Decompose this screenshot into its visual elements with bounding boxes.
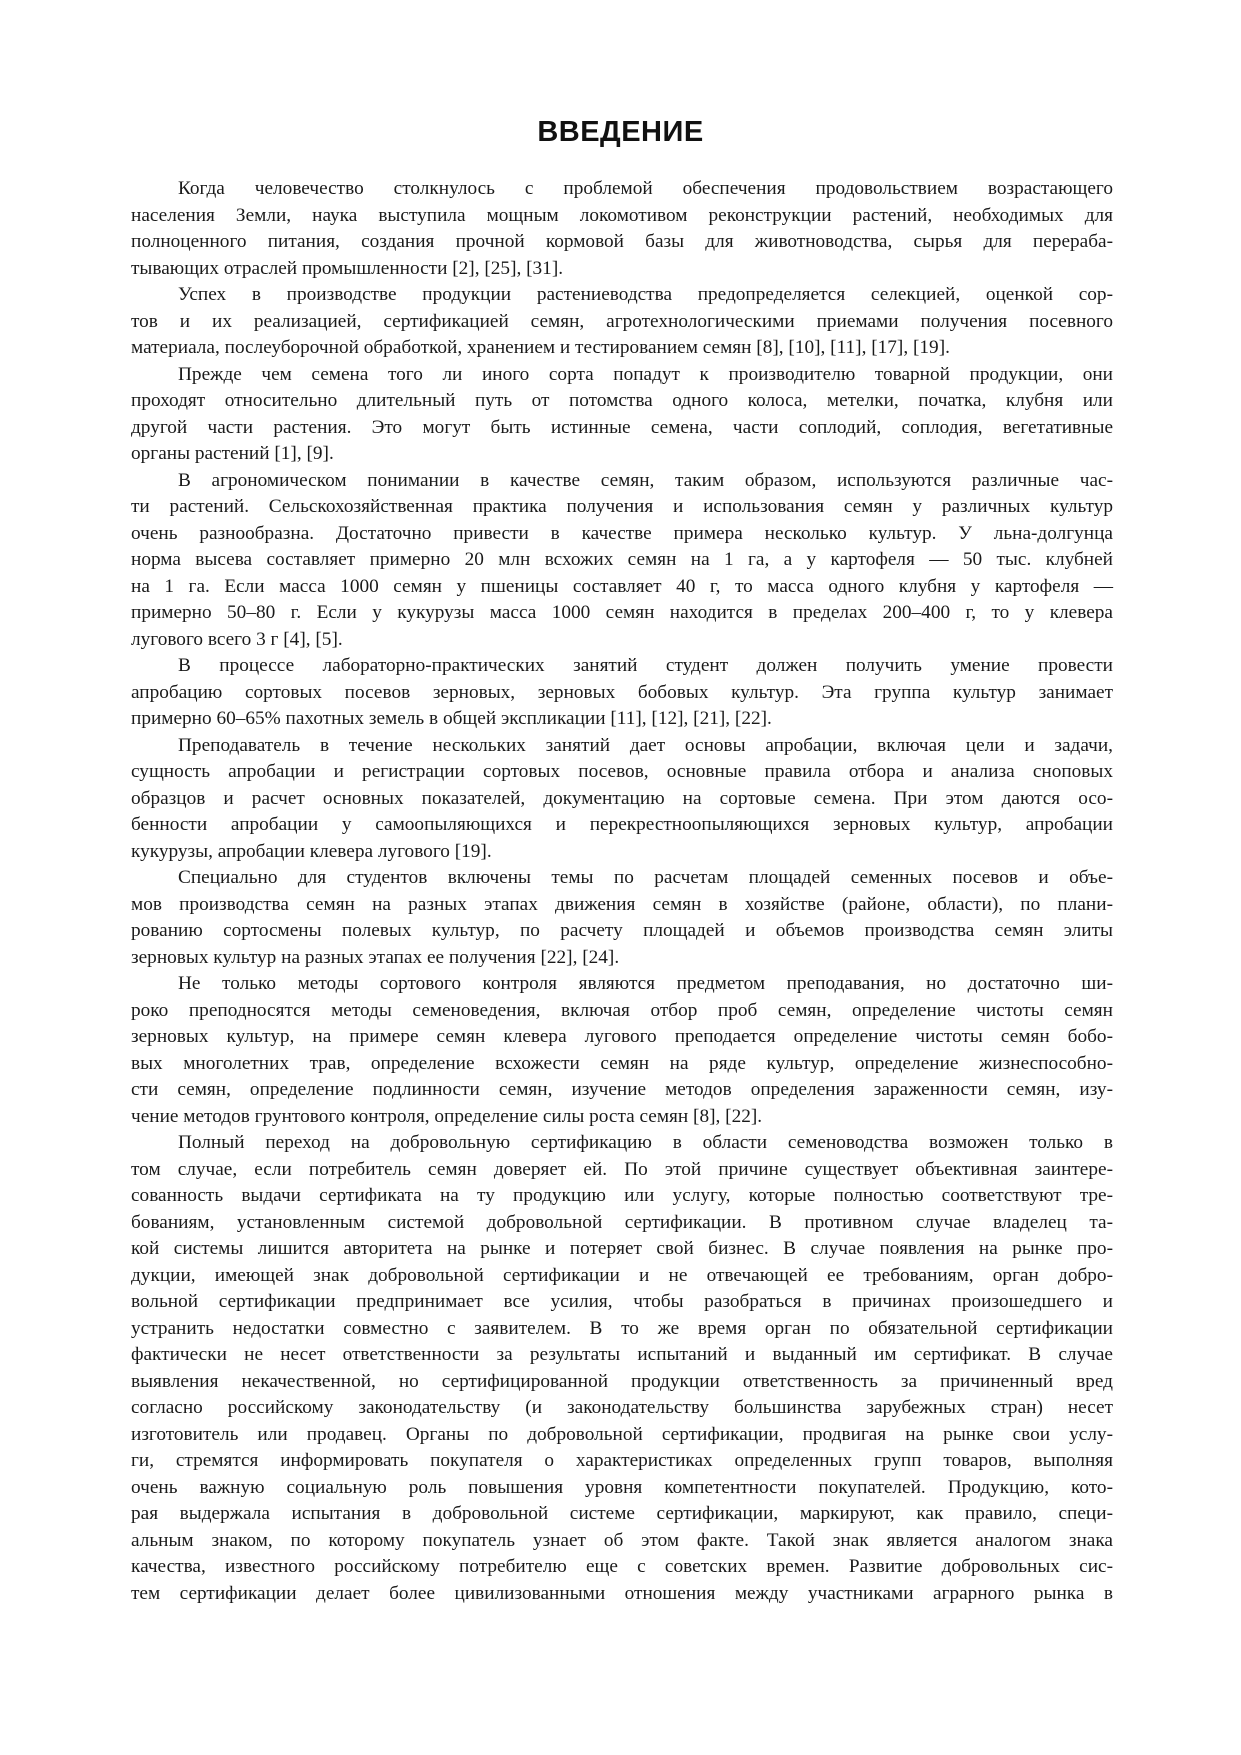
text-line: сущность апробации и регистрации сортовых посевов, основные правила отбора и анализа сноповых: [131, 761, 1113, 782]
text-line: изготовитель или продавец. Органы по добровольной сертификации, продвигая на рынке свои услу-: [131, 1423, 1113, 1445]
text-line: сованность выдачи сертификата на ту продукцию или услугу, которые полностью соответствуют тре-: [131, 1185, 1113, 1206]
text-line: кукурузы, апробации клевера лугового [19].: [131, 840, 492, 862]
text-line: альным знаком, по которому покупатель узнает об этом факте. Такой знак является аналогом знака: [131, 1529, 1113, 1551]
text-line: Прежде чем семена того ли иного сорта попадут к производителю товарной продукции, они: [178, 363, 1113, 385]
text-line: образцов и расчет основных показателей, документацию на сортовые семена. При этом даются осо-: [131, 787, 1113, 809]
text-line: проходят относительно длительный путь от потомства одного колоса, метелки, початка, клубня или: [131, 390, 1113, 411]
text-line: В агрономическом понимании в качестве семян, таким образом, используются различные час-: [178, 469, 1113, 491]
text-line: зерновых культур на разных этапах ее получения [22], [24].: [131, 946, 620, 968]
text-line: тов и их реализацией, сертификацией семян, агротехнологическими приемами получения посевного: [131, 310, 1113, 332]
text-line: роко преподносятся методы семеноведения, включая отбор проб семян, определение чистоты семян: [131, 999, 1113, 1021]
paragraph: [131, 282, 1113, 362]
paragraph: [131, 176, 1113, 282]
text-line: тем сертификации делает более цивилизованными отношения между участниками аграрного рынка в: [131, 1582, 1113, 1604]
page-title: ВВЕДЕНИЕ: [537, 116, 704, 148]
text-line: Полный переход на добровольную сертификацию в области семеноводства возможен только в: [178, 1132, 1113, 1153]
text-line: том случае, если потребитель семян доверяет ей. По этой причине существует объективная заинтере-: [131, 1158, 1113, 1180]
text-line: рованию сортосмены полевых культур, по расчету площадей и объемов производства семян элиты: [131, 920, 1113, 941]
paragraph: [131, 653, 1113, 733]
text-line: кой системы лишится авторитета на рынке и потеряет свой бизнес. В случае появления на рынке про-: [131, 1238, 1113, 1259]
text-line: согласно российскому законодательству (и законодательству большинства зарубежных стран) несет: [131, 1397, 1113, 1418]
text-line: Специально для студентов включены темы по расчетам площадей семенных посевов и объе-: [178, 867, 1113, 888]
text-line: другой части растения. Это могут быть истинные семена, части соплодий, соплодия, вегетативные: [131, 416, 1113, 438]
text-line: очень разнообразна. Достаточно привести в качестве примера несколько культур. У льна-долгунца: [131, 522, 1113, 544]
text-line: фактически не несет ответственности за результаты испытаний и выданный им сертификат. В случае: [131, 1344, 1113, 1365]
text-line: бенности апробации у самоопыляющихся и перекрестноопыляющихся зерновых культур, апробации: [131, 814, 1113, 835]
text-line: ти растений. Сельскохозяйственная практика получения и использования семян у различных культур: [131, 496, 1113, 517]
text-line: Не только методы сортового контроля являются предметом преподавания, но достаточно ши-: [178, 973, 1113, 994]
text-line: апробацию сортовых посевов зерновых, зерновых бобовых культур. Эта группа культур занимает: [131, 681, 1113, 703]
paragraph: [131, 971, 1113, 1130]
text-line: материала, послеуборочной обработкой, хранением и тестированием семян [8], [10], [11], [17], [19].: [131, 337, 950, 358]
paragraph: [131, 362, 1113, 468]
paragraph: [131, 1130, 1113, 1607]
text-line: качества, известного российскому потребителю еще с советских времен. Развитие добровольных сис-: [131, 1556, 1113, 1577]
text-line: Преподаватель в течение нескольких занятий дает основы апробации, включая цели и задачи,: [178, 734, 1113, 756]
paragraph: [131, 733, 1113, 866]
text-line: вых многолетних трав, определение всхожести семян на ряде культур, определение жизнеспособно-: [131, 1052, 1113, 1074]
text-line: полноценного питания, создания прочной кормовой базы для животноводства, сырья для перераба-: [131, 231, 1113, 252]
document-body: [131, 176, 1113, 1607]
text-line: вольной сертификации предпринимает все усилия, чтобы разобраться в причинах произошедшего и: [131, 1291, 1113, 1312]
text-line: на 1 га. Если масса 1000 семян у пшеницы составляет 40 г, то масса одного клубня у картофеля —: [131, 575, 1113, 597]
text-line: выявления некачественной, но сертифицированной продукции ответственность за причиненный вред: [131, 1370, 1113, 1392]
text-line: лугового всего 3 г [4], [5].: [131, 628, 343, 650]
text-line: Успех в производстве продукции растениеводства предопределяется селекцией, оценкой сор-: [178, 284, 1113, 305]
text-line: тывающих отраслей промышленности [2], [25], [31].: [131, 257, 564, 279]
text-line: сти семян, определение подлинности семян, изучение методов определения зараженности семян, изу-: [131, 1079, 1113, 1100]
text-line: зерновых культур, на примере семян клевера лугового преподается определение чистоты семян бобо-: [131, 1026, 1113, 1047]
text-line: мов производства семян на разных этапах движения семян в хозяйстве (районе, области), по плани-: [131, 893, 1113, 915]
text-line: населения Земли, наука выступила мощным локомотивом реконструкции растений, необходимых для: [131, 204, 1113, 226]
paragraph: [131, 865, 1113, 971]
text-line: дукции, имеющей знак добровольной сертификации и не отвечающей ее требованиям, орган добро-: [131, 1264, 1113, 1286]
text-line: очень важную социальную роль повышения уровня компетентности покупателей. Продукцию, кото-: [131, 1476, 1113, 1498]
text-line: устранить недостатки совместно с заявителем. В то же время орган по обязательной сертификации: [131, 1317, 1113, 1339]
text-line: чение методов грунтового контроля, определение силы роста семян [8], [22].: [131, 1105, 763, 1127]
text-line: В процессе лабораторно-практических занятий студент должен получить умение провести: [178, 655, 1113, 676]
text-line: бованиям, установленным системой добровольной сертификации. В противном случае владелец та-: [131, 1211, 1113, 1233]
text-line: органы растений [1], [9].: [131, 443, 334, 464]
text-line: примерно 60–65% пахотных земель в общей экспликации [11], [12], [21], [22].: [131, 708, 772, 729]
text-line: норма высева составляет примерно 20 млн всхожих семян на 1 га, а у картофеля — 50 тыс. клубней: [131, 549, 1113, 570]
text-line: рая выдержала испытания в добровольной системе сертификации, маркируют, как правило, специ-: [131, 1503, 1113, 1524]
text-line: Когда человечество столкнулось с проблемой обеспечения продовольствием возрастающего: [178, 178, 1113, 199]
paragraph: [131, 468, 1113, 654]
text-line: примерно 50–80 г. Если у кукурузы масса 1000 семян находится в пределах 200–400 г, то у клевера: [131, 602, 1113, 623]
text-line: ги, стремятся информировать покупателя о характеристиках определенных групп товаров, выполняя: [131, 1450, 1113, 1471]
